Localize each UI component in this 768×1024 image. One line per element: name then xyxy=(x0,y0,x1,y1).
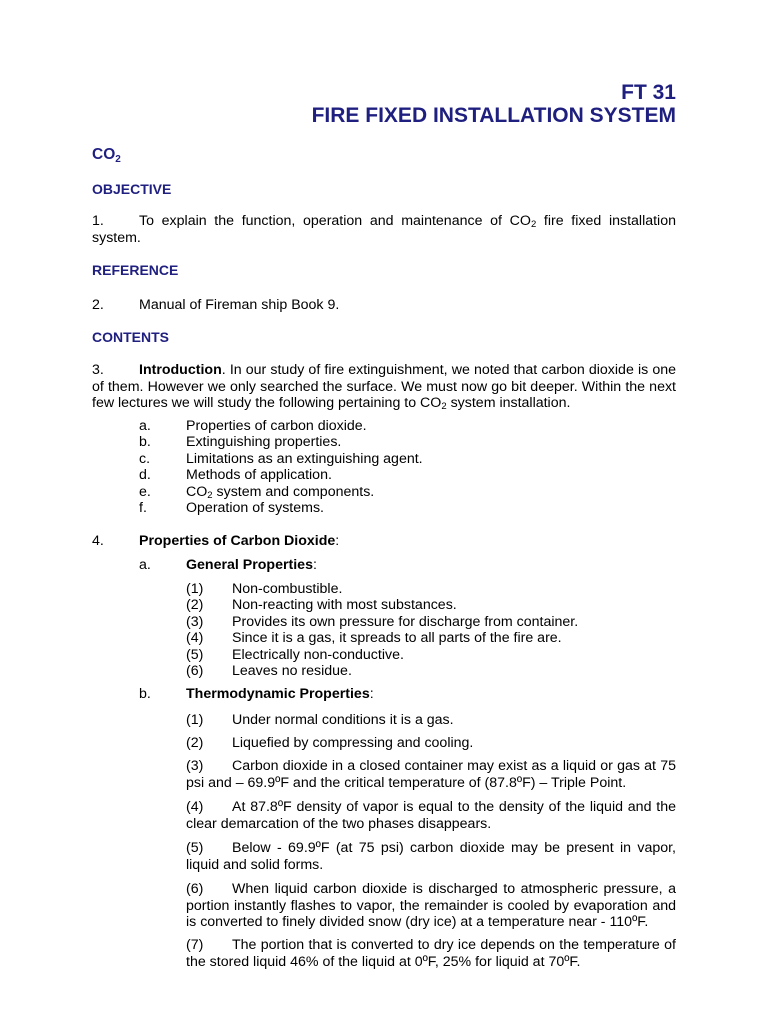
document-code: FT 31 xyxy=(621,81,676,104)
thermo-paragraph: (3) Carbon dioxide in a closed container may exist as a liquid or gas at 75 psi and – 69.9ºF and the critical temperature of (87.8ºF) – Triple Point. xyxy=(186,758,676,791)
thermo-paragraph: (7) The portion that is converted to dry ice depends on the temperature of the stored liquid 46% of the liquid at 0ºF, 25% for liquid at 70ºF. xyxy=(186,937,676,970)
objective-paragraph: 1. To explain the function, operation and maintenance of $CO_2$ fire fixed installation system. xyxy=(92,213,676,246)
thermo-paragraph: (4) At 87.8ºF density of vapor is equal to the density of the liquid and the clear demarcation of the two phases disappears. xyxy=(186,799,676,832)
document-title: FIRE FIXED INSTALLATION SYSTEM xyxy=(311,104,676,127)
thermo-paragraph: (5) Below - 69.9ºF (at 75 psi) carbon dioxide may be present in vapor, liquid and solid forms. xyxy=(186,840,676,873)
co2-heading: $CO_2$ xyxy=(92,146,121,165)
thermo-paragraph: (6) When liquid carbon dioxide is discharged to atmospheric pressure, a portion instantly flashes to vapor, the remainder is cooled by evaporation and is converted to finely divided snow (dry ice) at a temperature near - 110ºF. xyxy=(186,881,676,930)
reference-heading: REFERENCE xyxy=(92,262,179,278)
objective-heading: OBJECTIVE xyxy=(92,181,172,197)
introduction-paragraph: 3. Introduction. In our study of fire extinguishment, we noted that carbon dioxide is one of them. However we only searched the surface. We must now go bit deeper. Within the next few lectures we will study the following pertaining to $CO_2$ system installation. xyxy=(92,362,676,412)
reference-paragraph: 2. Manual of Fireman ship Book 9. xyxy=(92,297,340,313)
contents-heading: CONTENTS xyxy=(92,329,169,345)
